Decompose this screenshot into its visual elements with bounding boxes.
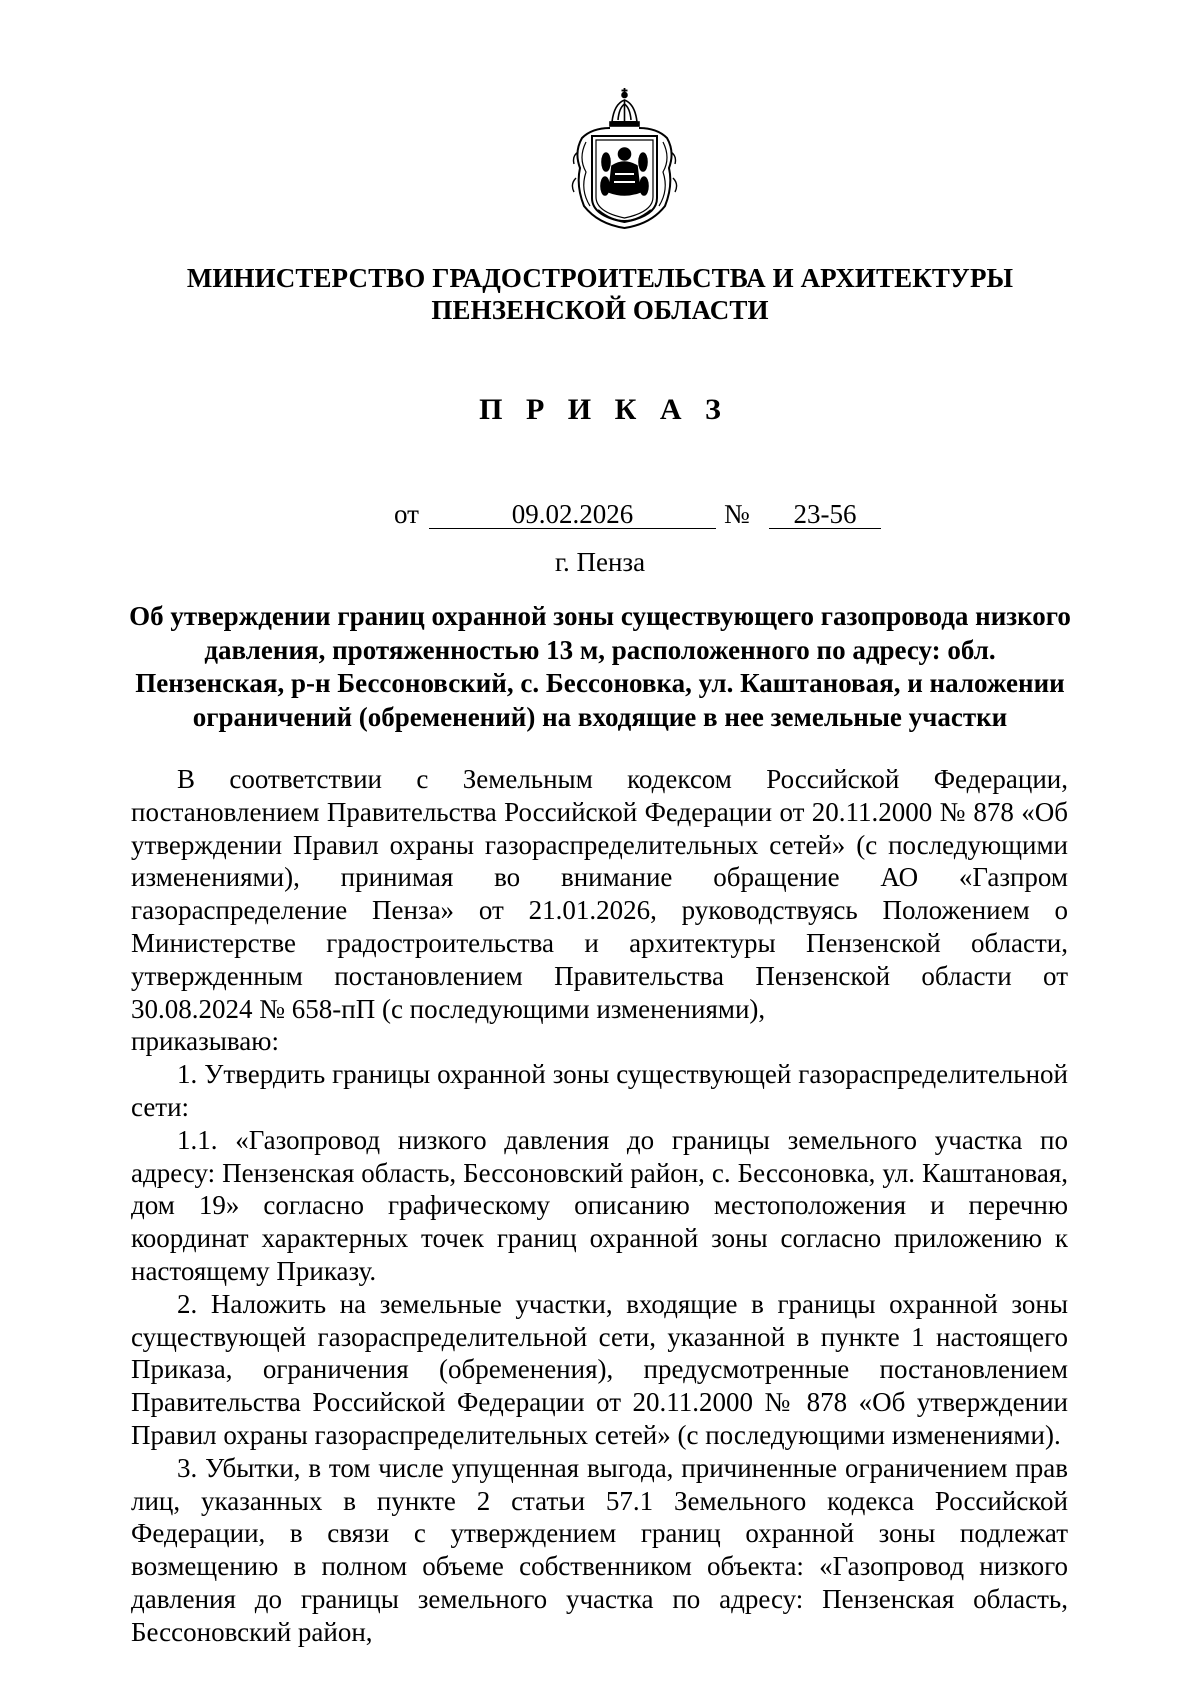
document-city: г. Пенза <box>554 547 646 577</box>
penza-oblast-coat-of-arms-icon <box>568 82 681 230</box>
order-word: приказываю: <box>131 1026 279 1057</box>
clause-1-1: 1.1. «Газопровод низкого давления до границы земельного участка по адресу: Пензенская область, Бессоновский район, с. Бессоновка, ул. Каштановая, дом 19» согласно графическому описанию местоположения и перечню координат характерных точек границ охранной зоны согласно приложению к настоящему Приказу. <box>131 1124 1068 1286</box>
ministry-name <box>130 262 1070 326</box>
document-number-field: 23-56 <box>769 497 881 529</box>
document-type-title: П Р И К А З <box>479 393 729 426</box>
date-prefix-label: от <box>394 499 419 529</box>
preamble-paragraph: В соответствии с Земельным кодексом Российской Федерации, постановлением Правительства Российской Федерации от 20.11.2000 № 878 «Об утверждении Правил охраны газораспределительных сетей» (с последующими изменениями), принимая во внимание обращение АО «Газпром газораспределение Пенза» от 21.01.2026, руководствуясь Положением о Министерстве градостроительства и архитектуры Пензенской области, утвержденным постановлением Правительства Пензенской области от 30.08.2024 № 658-пП (с последующими изменениями), <box>131 764 1068 1024</box>
clause-2: 2. Наложить на земельные участки, входящие в границы охранной зоны существующей газораспределительной сети, указанной в пункте 1 настоящего Приказа, ограничения (обременения), предусмотренные постановлением Правительства Российской Федерации от 20.11.2000 № 878 «Об утверждении Правил охраны газораспределительных сетей» (с последующими изменениями). <box>131 1288 1068 1450</box>
coat-of-arms-emblem <box>568 82 681 230</box>
document-subject-heading: Об утверждении границ охранной зоны существующего газопровода низкого давления, протяженностью 13 м, расположенного по адресу: обл. Пензенская, р-н Бессоновский, с. Бессоновка, ул. Каштановая, и наложении ограничений (обременений) на входящие в нее земельные участки <box>129 601 1071 732</box>
document-body <box>131 763 1068 1649</box>
document-date-field: 09.02.2026 <box>429 497 716 529</box>
ministry-name-line-1: МИНИСТЕРСТВО ГРАДОСТРОИТЕЛЬСТВА И АРХИТЕКТУРЫ <box>186 263 1014 293</box>
number-prefix-label: № <box>724 499 750 529</box>
clause-1: 1. Утвердить границы охранной зоны существующей газораспределительной сети: <box>131 1059 1068 1122</box>
clause-3: 3. Убытки, в том числе упущенная выгода, причиненные ограничением прав лиц, указанных в пункте 2 статьи 57.1 Земельного кодекса Российской Федерации, в связи с утверждением границ охранной зоны подлежат возмещению в полном объеме собственником объекта: «Газопровод низкого давления до границы земельного участка по адресу: Пензенская область, Бессоновский район, <box>131 1452 1068 1647</box>
ministry-name-line-2: ПЕНЗЕНСКОЙ ОБЛАСТИ <box>431 295 769 325</box>
